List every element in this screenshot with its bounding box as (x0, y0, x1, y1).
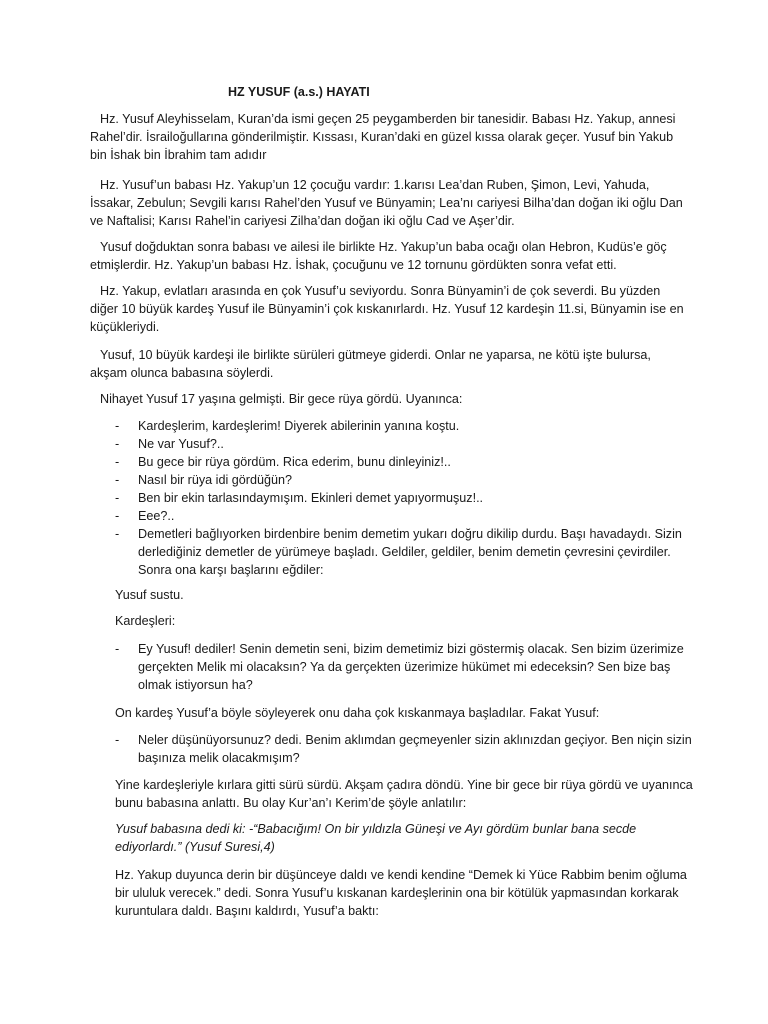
dialogue-line (115, 471, 695, 489)
paragraph-brothers-label: Kardeşleri: (115, 614, 176, 628)
dash-marker: - (115, 437, 120, 451)
paragraph-herding: Yusuf, 10 büyük kardeşi ile birlikte sürüleri gütmeye giderdi. Onlar ne yaparsa, ne kötü işte bulursa, akşam olunca babasına söylerdi. (90, 348, 651, 380)
dialogue-brothers (115, 640, 695, 694)
dialogue-text: Eee?.. (138, 509, 175, 523)
dialogue-text: Ben bir ekin tarlasındaymışım. Ekinleri demet yapıyormuşuz!.. (138, 491, 484, 505)
dialogue-text: Demetleri bağlıyorken birdenbire benim demetim yukarı doğru dikilip durdu. Başı havadaydı. Sizin derlediğiniz demetler de yürümeye başladı. Geldiler, geldiler, benim demetin çevresini çevirdiler. Sonra ona karşı başlarını eğdiler: (138, 527, 682, 577)
paragraph-children: Hz. Yusuf’un babası Hz. Yakup’un 12 çocuğu vardır: 1.karısı Lea’dan Ruben, Şimon, Levi, Yahuda, İssakar, Zebulun; Sevgili karısı Rahel’den Yusuf ve Bünyamin; Lea’nı cariyesi Bilha’dan doğan iki oğlu Dan ve Naftalisi; Karısı Rahel’in cariyesi Zilha’dan doğan iki oğlu Cad ve Aşer’dir. (90, 178, 683, 228)
paragraph-jealousy: On kardeş Yusuf’a böyle söyleyerek onu daha çok kıskanmaya başladılar. Fakat Yusuf: (115, 706, 600, 720)
dialogue-line (115, 453, 695, 471)
paragraph-migration: Yusuf doğduktan sonra babası ve ailesi ile birlikte Hz. Yakup’un baba ocağı olan Hebron, Kudüs’e göç etmişlerdir. Hz. Yakup’un babası Hz. İshak, çocuğunu ve 12 tornunu gördükten sonra vefat etti. (90, 240, 667, 272)
dialogue-line (115, 525, 695, 579)
dash-marker: - (115, 491, 120, 505)
dash-marker: - (115, 527, 120, 541)
dialogue-line (115, 435, 695, 453)
dialogue-text: Ne var Yusuf?.. (138, 437, 224, 451)
paragraph-dream-intro: Nihayet Yusuf 17 yaşına gelmişti. Bir gece rüya gördü. Uyanınca: (100, 392, 463, 406)
dialogue-line (115, 417, 695, 435)
dialogue-text: Nasıl bir rüya idi gördüğün? (138, 473, 293, 487)
page-title: HZ YUSUF (a.s.) HAYATI (228, 85, 370, 99)
dash-marker: - (115, 473, 120, 487)
dialogue-text: Bu gece bir rüya gördüm. Rica ederim, bunu dinleyiniz!.. (138, 455, 451, 469)
paragraph-yusuf-silent: Yusuf sustu. (115, 588, 184, 602)
dialogue-text: Ey Yusuf! dediler! Senin demetin seni, bizim demetimiz bizi göstermiş olacak. Sen bizim üzerimize gerçekten Melik mi olacaksın? Ya da gerçekten üzerimize hükümet mi edeceksin? Sen bize baş olmak istiyorsun ha? (138, 642, 684, 692)
dialogue-line (115, 507, 695, 525)
dash-marker: - (115, 733, 120, 747)
paragraph-yakup: Hz. Yakup duyunca derin bir düşünceye daldı ve kendi kendine “Demek ki Yüce Rabbim benim oğluma bir ululuk verecek.” dedi. Sonra Yusuf’u kıskanan kardeşlerinin ona bir kötülük yapmasından korkarak kuruntulara daldı. Başını kaldırdı, Yusuf’a baktı: (115, 868, 687, 918)
dash-marker: - (115, 509, 120, 523)
quran-quote: Yusuf babasına dedi ki: -“Babacığım! On bir yıldızla Güneşi ve Ayı gördüm bunlar bana secde ediyorlardı.” (Yusuf Suresi,4) (115, 822, 637, 854)
dialogue-line (115, 489, 695, 507)
dialogue-text: Kardeşlerim, kardeşlerim! Diyerek abilerinin yanına koştu. (138, 419, 460, 433)
dialogue-text: Neler düşünüyorsunuz? dedi. Benim aklımdan geçmeyenler sizin aklınızdan geçiyor. Ben niçin sizin başınıza melik olacakmışım? (138, 733, 692, 765)
dialogue-yusuf (115, 731, 695, 767)
dash-marker: - (115, 455, 120, 469)
dash-marker: - (115, 419, 120, 433)
paragraph-second-dream: Yine kardeşleriyle kırlara gitti sürü sürdü. Akşam çadıra döndü. Yine bir gece bir rüya gördü ve uyanınca bunu babasına anlattı. Bu olay Kur’an’ı Kerim’de şöyle anlatılır: (115, 778, 693, 810)
dash-marker: - (115, 642, 120, 656)
paragraph-intro: Hz. Yusuf Aleyhisselam, Kuran’da ismi geçen 25 peygamberden bir tanesidir. Babası Hz. Yakup, annesi Rahel’dir. İsrailoğullarına gönderilmiştir. Kıssası, Kuran’daki en güzel kıssa olarak geçer. Yusuf bin Yakub bin İshak bin İbrahim tam adıdır (90, 112, 676, 162)
paragraph-love: Hz. Yakup, evlatları arasında en çok Yusuf’u seviyordu. Sonra Bünyamin’i de çok severdi. Bu yüzden diğer 10 büyük kardeş Yusuf ile Bünyamin’i çok kıskanırlardı. Hz. Yusuf 12 kardeşin 11.si, Bünyamin ise en küçükleriydi. (90, 284, 684, 334)
